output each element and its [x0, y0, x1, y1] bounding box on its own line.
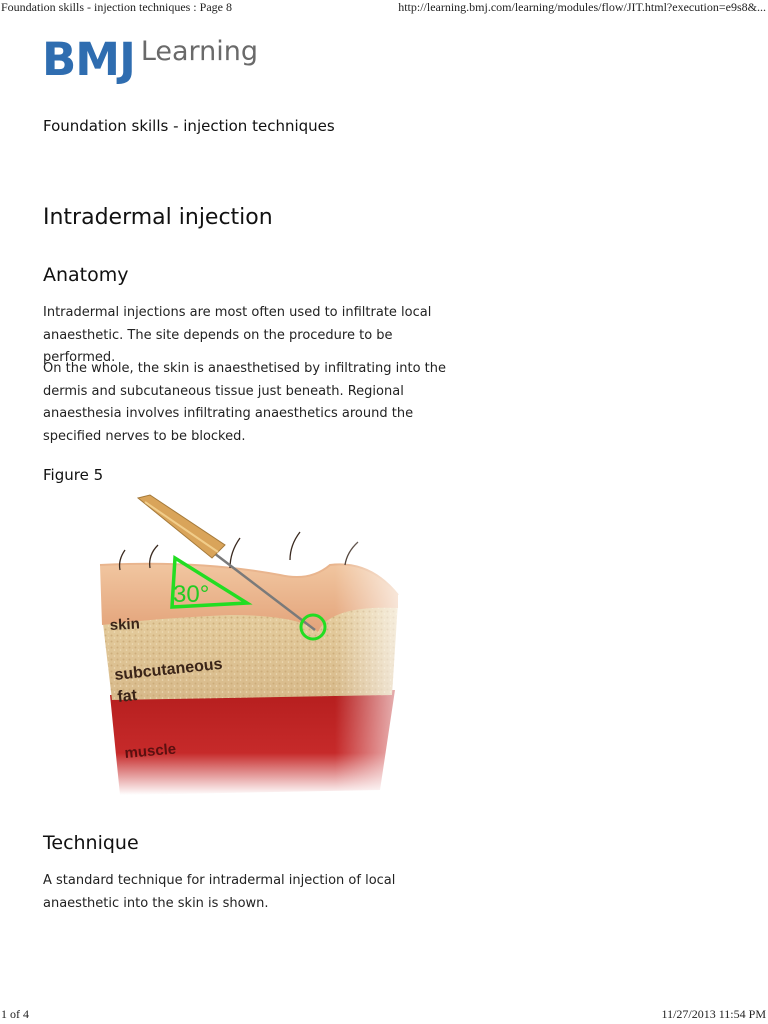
print-footer-page: 1 of 4 — [1, 1007, 29, 1021]
technique-paragraph: A standard technique for intradermal injection of local anaesthetic into the skin is shown. — [43, 873, 396, 911]
print-header-title: Foundation skills - injection techniques : Page 8 — [1, 0, 232, 14]
injection-illustration — [80, 490, 420, 800]
course-title: Foundation skills - injection techniques — [43, 117, 335, 135]
figure-label: Figure 5 — [43, 466, 104, 484]
print-footer-timestamp: 11/27/2013 11:54 PM — [661, 1007, 766, 1021]
anatomy-paragraph-2: On the whole, the skin is anaesthetised by infiltrating into the dermis and subcutaneous tissue just beneath. Regional anaesthesia involves infiltrating anaesthetics around the specified nerves to be blocked. — [43, 361, 447, 444]
logo-product: Learning — [140, 36, 259, 67]
page-title: Intradermal injection — [43, 205, 273, 230]
anatomy-paragraph-1: Intradermal injections are most often used to infiltrate local anaesthetic. The site depends on the procedure to be performed. — [43, 305, 432, 365]
logo-brand: BMJ — [42, 33, 135, 86]
anatomy-heading: Anatomy — [43, 264, 129, 286]
print-header-url: http://learning.bmj.com/learning/modules/flow/JIT.html?execution=e9s8&... — [398, 0, 766, 14]
bmj-learning-logo[interactable] — [42, 33, 259, 86]
injection-figure — [80, 490, 420, 800]
technique-heading: Technique — [43, 832, 139, 854]
